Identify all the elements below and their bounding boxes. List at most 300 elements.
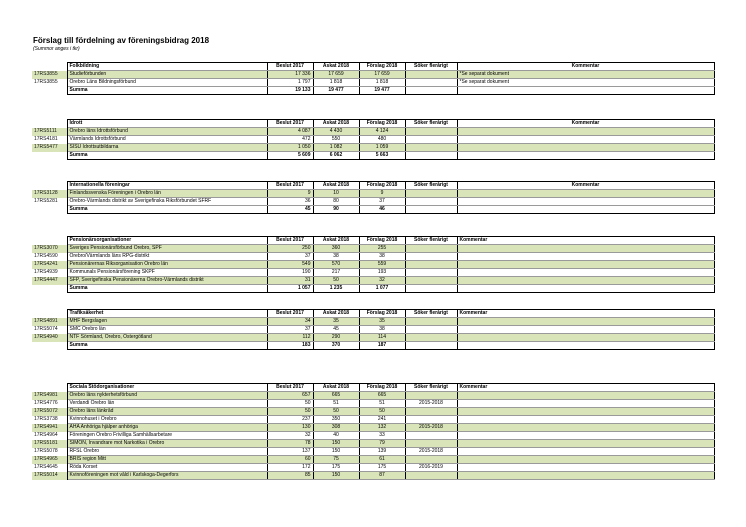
summa-soker <box>405 206 457 214</box>
summa-forslag: 46 <box>359 206 405 214</box>
row-kommentar <box>457 408 714 416</box>
row-soker <box>405 440 457 448</box>
col-header-kommentar: Kommentar <box>457 120 714 128</box>
col-header-askat: Äskat 2018 <box>313 182 359 190</box>
row-code: 17RS4941 <box>32 424 67 432</box>
header-blank-cell <box>32 63 67 71</box>
row-code: 17RS4891 <box>32 318 67 326</box>
row-beslut: 657 <box>267 392 313 400</box>
row-code: 17RS5078 <box>32 448 67 456</box>
row-askat: 4 430 <box>313 128 359 136</box>
col-header-forslag: Förslag 2018 <box>359 182 405 190</box>
row-beslut: 36 <box>267 198 313 206</box>
row-name: NTF Sörmland, Örebro, Östergötland <box>67 334 267 342</box>
row-forslag: 17 659 <box>359 71 405 79</box>
row-soker <box>405 432 457 440</box>
table-row <box>32 440 714 448</box>
row-name: Kvinnohuset i Örebro <box>67 416 267 424</box>
row-beslut: 1 797 <box>267 79 313 87</box>
summa-askat: 370 <box>313 342 359 350</box>
table-row <box>32 245 714 253</box>
row-soker <box>405 144 457 152</box>
section-header-row <box>32 120 714 128</box>
table-row <box>32 400 714 408</box>
summa-label: Summa <box>67 206 267 214</box>
summa-blank-cell <box>32 87 67 95</box>
summa-blank-cell <box>32 342 67 350</box>
row-name: Kvinnoföreningen mot våld i Karlskoga-Degerfors <box>67 472 267 480</box>
col-header-soker: Söker flerårigt <box>405 310 457 318</box>
header-blank-cell <box>32 182 67 190</box>
row-askat: 665 <box>313 392 359 400</box>
row-beslut: 50 <box>267 408 313 416</box>
row-soker <box>405 128 457 136</box>
row-soker: 2015-2018 <box>405 400 457 408</box>
header-blank-cell <box>32 120 67 128</box>
row-kommentar <box>457 416 714 424</box>
row-beslut: 31 <box>267 277 313 285</box>
row-code: 17RS5074 <box>32 326 67 334</box>
row-kommentar <box>457 136 714 144</box>
row-forslag: 1 818 <box>359 79 405 87</box>
row-code: 17RS4981 <box>32 392 67 400</box>
row-name: Örebro Läns Bildningsförbund <box>67 79 267 87</box>
row-soker <box>405 261 457 269</box>
row-beslut: 4 087 <box>267 128 313 136</box>
row-forslag: 35 <box>359 318 405 326</box>
table-row <box>32 472 714 480</box>
summa-row <box>32 285 714 293</box>
row-kommentar <box>457 269 714 277</box>
row-name: SIMON, Invandrare mot Narkotika i Örebro <box>67 440 267 448</box>
summa-beslut: 1 057 <box>267 285 313 293</box>
section-header-row <box>32 63 714 71</box>
col-header-askat: Äskat 2018 <box>313 120 359 128</box>
row-name: Studieförbunden <box>67 71 267 79</box>
row-askat: 175 <box>313 464 359 472</box>
row-kommentar <box>457 456 714 464</box>
row-name: Föreningen Örebro Frivilliga Samhällsarbetare <box>67 432 267 440</box>
row-forslag: 79 <box>359 440 405 448</box>
row-forslag: 51 <box>359 400 405 408</box>
summa-kommentar <box>457 87 714 95</box>
row-forslag: 665 <box>359 392 405 400</box>
row-beslut: 172 <box>267 464 313 472</box>
section-title: Idrott <box>67 120 267 128</box>
col-header-askat: Äskat 2018 <box>313 310 359 318</box>
summa-askat: 90 <box>313 206 359 214</box>
section-header-row <box>32 310 714 318</box>
row-kommentar <box>457 448 714 456</box>
col-header-soker: Söker flerårigt <box>405 237 457 245</box>
summa-row <box>32 206 714 214</box>
col-header-soker: Söker flerårigt <box>405 384 457 392</box>
col-header-forslag: Förslag 2018 <box>359 237 405 245</box>
row-beslut: 9 <box>267 190 313 198</box>
row-kommentar: *Se separat dokument <box>457 71 714 79</box>
row-soker <box>405 277 457 285</box>
row-beslut: 37 <box>267 326 313 334</box>
table-row <box>32 432 714 440</box>
row-soker <box>405 245 457 253</box>
row-code: 17RS4447 <box>32 277 67 285</box>
row-askat: 360 <box>313 245 359 253</box>
section-table <box>32 383 715 480</box>
row-soker <box>405 408 457 416</box>
row-forslag: 61 <box>359 456 405 464</box>
section-table <box>32 119 715 160</box>
row-code: 17RS4181 <box>32 136 67 144</box>
col-header-kommentar: Kommentar <box>457 182 714 190</box>
row-forslag: 9 <box>359 190 405 198</box>
table-row <box>32 253 714 261</box>
summa-kommentar <box>457 342 714 350</box>
table-row <box>32 277 714 285</box>
row-askat: 217 <box>313 269 359 277</box>
row-code: 17RS5477 <box>32 144 67 152</box>
row-name: Röda Korset <box>67 464 267 472</box>
col-header-askat: Äskat 2018 <box>313 237 359 245</box>
summa-askat: 1 235 <box>313 285 359 293</box>
col-header-beslut: Beslut 2017 <box>267 237 313 245</box>
row-code: 17RS5181 <box>32 440 67 448</box>
summa-beslut: 183 <box>267 342 313 350</box>
row-forslag: 38 <box>359 326 405 334</box>
summa-label: Summa <box>67 342 267 350</box>
section-table <box>32 309 715 350</box>
row-soker <box>405 198 457 206</box>
row-soker <box>405 334 457 342</box>
summa-label: Summa <box>67 152 267 160</box>
row-soker <box>405 318 457 326</box>
col-header-soker: Söker flerårigt <box>405 182 457 190</box>
summa-askat: 19 477 <box>313 87 359 95</box>
col-header-soker: Söker flerårigt <box>405 63 457 71</box>
row-askat: 350 <box>313 416 359 424</box>
row-code: 17RS4776 <box>32 400 67 408</box>
row-code: 17RS5072 <box>32 408 67 416</box>
summa-row <box>32 87 714 95</box>
row-forslag: 193 <box>359 269 405 277</box>
table-row <box>32 261 714 269</box>
row-code: 17RS4940 <box>32 334 67 342</box>
row-askat: 150 <box>313 448 359 456</box>
row-forslag: 241 <box>359 416 405 424</box>
row-name: Örebro läns Idrottsförbund <box>67 128 267 136</box>
row-soker <box>405 136 457 144</box>
row-beslut: 17 336 <box>267 71 313 79</box>
section-header-row <box>32 384 714 392</box>
row-beslut: 112 <box>267 334 313 342</box>
row-name: Örebro/Värmlands läns RPG-distrikt <box>67 253 267 261</box>
row-askat: 80 <box>313 198 359 206</box>
row-beslut: 137 <box>267 448 313 456</box>
row-beslut: 130 <box>267 424 313 432</box>
row-soker <box>405 190 457 198</box>
section-title: Sociala Stödorganisationer <box>67 384 267 392</box>
row-forslag: 37 <box>359 198 405 206</box>
summa-forslag: 5 663 <box>359 152 405 160</box>
table-row <box>32 136 714 144</box>
row-code: 17RS4939 <box>32 269 67 277</box>
row-beslut: 34 <box>267 318 313 326</box>
row-askat: 17 659 <box>313 71 359 79</box>
row-name: Pensionärernas Riksorganisation Örebro län <box>67 261 267 269</box>
row-beslut: 37 <box>267 253 313 261</box>
row-code: 17RS4590 <box>32 253 67 261</box>
table-row <box>32 408 714 416</box>
col-header-forslag: Förslag 2018 <box>359 63 405 71</box>
row-code: 17RS5111 <box>32 128 67 136</box>
table-row <box>32 456 714 464</box>
table-row <box>32 424 714 432</box>
table-row <box>32 464 714 472</box>
row-code: 17RS3738 <box>32 416 67 424</box>
col-header-beslut: Beslut 2017 <box>267 310 313 318</box>
row-code: 17RS3128 <box>32 190 67 198</box>
summa-soker <box>405 87 457 95</box>
row-name: SFP, Sverigefinska Pensionärerna Örebro-Värmlands distrikt <box>67 277 267 285</box>
row-beslut: 237 <box>267 416 313 424</box>
section-table <box>32 181 715 214</box>
row-code: 17RS4241 <box>32 261 67 269</box>
col-header-forslag: Förslag 2018 <box>359 384 405 392</box>
summa-beslut: 19 133 <box>267 87 313 95</box>
row-forslag: 38 <box>359 253 405 261</box>
summa-label: Summa <box>67 87 267 95</box>
row-kommentar <box>457 440 714 448</box>
section-title: Trafiksäkerhet <box>67 310 267 318</box>
row-askat: 40 <box>313 432 359 440</box>
row-askat: 38 <box>313 253 359 261</box>
row-code: 17RS5014 <box>32 472 67 480</box>
summa-soker <box>405 342 457 350</box>
row-forslag: 32 <box>359 277 405 285</box>
row-beslut: 60 <box>267 456 313 464</box>
row-name: Örebro läns nykterhetsförbund <box>67 392 267 400</box>
col-header-forslag: Förslag 2018 <box>359 120 405 128</box>
row-kommentar <box>457 400 714 408</box>
row-askat: 308 <box>313 424 359 432</box>
row-askat: 1 082 <box>313 144 359 152</box>
row-beslut: 250 <box>267 245 313 253</box>
col-header-beslut: Beslut 2017 <box>267 120 313 128</box>
table-row <box>32 128 714 136</box>
row-forslag: 175 <box>359 464 405 472</box>
row-soker <box>405 326 457 334</box>
row-askat: 290 <box>313 334 359 342</box>
summa-row <box>32 342 714 350</box>
row-kommentar: *Se separat dokument <box>457 79 714 87</box>
summa-soker <box>405 152 457 160</box>
row-name: BRIS region Mitt <box>67 456 267 464</box>
row-soker <box>405 269 457 277</box>
row-forslag: 1 059 <box>359 144 405 152</box>
summa-forslag: 187 <box>359 342 405 350</box>
row-kommentar <box>457 326 714 334</box>
row-code: 17RS3855 <box>32 71 67 79</box>
summa-soker <box>405 285 457 293</box>
row-kommentar <box>457 144 714 152</box>
row-name: Örebro läns länkråd <box>67 408 267 416</box>
col-header-kommentar: Kommentar <box>457 310 714 318</box>
row-name: Örebro-Värmlands distrikt av Sverigefinska Riksförbundet SFRF <box>67 198 267 206</box>
row-soker <box>405 456 457 464</box>
table-row <box>32 71 714 79</box>
row-kommentar <box>457 432 714 440</box>
table-row <box>32 416 714 424</box>
row-code: 17RS3855 <box>32 79 67 87</box>
row-soker <box>405 253 457 261</box>
row-kommentar <box>457 198 714 206</box>
summa-blank-cell <box>32 206 67 214</box>
row-kommentar <box>457 392 714 400</box>
summa-forslag: 19 477 <box>359 87 405 95</box>
row-askat: 150 <box>313 440 359 448</box>
row-code: 17RS4964 <box>32 432 67 440</box>
row-kommentar <box>457 277 714 285</box>
row-beslut: 50 <box>267 400 313 408</box>
table-row <box>32 144 714 152</box>
row-beslut: 32 <box>267 432 313 440</box>
summa-blank-cell <box>32 152 67 160</box>
row-soker <box>405 472 457 480</box>
row-askat: 10 <box>313 190 359 198</box>
section-header-row <box>32 182 714 190</box>
summa-kommentar <box>457 152 714 160</box>
row-soker: 2015-2018 <box>405 448 457 456</box>
row-askat: 35 <box>313 318 359 326</box>
col-header-forslag: Förslag 2018 <box>359 310 405 318</box>
summa-label: Summa <box>67 285 267 293</box>
row-beslut: 472 <box>267 136 313 144</box>
col-header-beslut: Beslut 2017 <box>267 63 313 71</box>
row-code: 17RS3070 <box>32 245 67 253</box>
col-header-kommentar: Kommentar <box>457 63 714 71</box>
row-kommentar <box>457 128 714 136</box>
col-header-kommentar: Kommentar <box>457 384 714 392</box>
row-soker: 2016-2019 <box>405 464 457 472</box>
row-kommentar <box>457 253 714 261</box>
row-forslag: 480 <box>359 136 405 144</box>
row-kommentar <box>457 261 714 269</box>
row-forslag: 33 <box>359 432 405 440</box>
table-row <box>32 79 714 87</box>
row-forslag: 4 124 <box>359 128 405 136</box>
summa-beslut: 45 <box>267 206 313 214</box>
row-beslut: 1 050 <box>267 144 313 152</box>
header-blank-cell <box>32 384 67 392</box>
header-blank-cell <box>32 310 67 318</box>
header-blank-cell <box>32 237 67 245</box>
summa-kommentar <box>457 206 714 214</box>
row-askat: 1 818 <box>313 79 359 87</box>
col-header-kommentar: Kommentar <box>457 237 714 245</box>
row-askat: 550 <box>313 136 359 144</box>
row-soker <box>405 392 457 400</box>
row-beslut: 85 <box>267 472 313 480</box>
row-kommentar <box>457 318 714 326</box>
row-code: 17RS4965 <box>32 456 67 464</box>
row-forslag: 114 <box>359 334 405 342</box>
row-kommentar <box>457 245 714 253</box>
row-name: MHF Bergslagen <box>67 318 267 326</box>
row-forslag: 255 <box>359 245 405 253</box>
row-askat: 50 <box>313 408 359 416</box>
summa-forslag: 1 077 <box>359 285 405 293</box>
section-title: Folkbildning <box>67 63 267 71</box>
row-forslag: 139 <box>359 448 405 456</box>
page-title: Förslag till fördelning av föreningsbidrag 2018 <box>33 36 210 45</box>
row-kommentar <box>457 190 714 198</box>
summa-blank-cell <box>32 285 67 293</box>
row-askat: 51 <box>313 400 359 408</box>
row-name: Kommunals Pensionärsförening SKPF <box>67 269 267 277</box>
row-forslag: 50 <box>359 408 405 416</box>
row-name: Värmlands Idrottsförbund <box>67 136 267 144</box>
row-name: RFSL Örebro <box>67 448 267 456</box>
summa-kommentar <box>457 285 714 293</box>
summa-askat: 6 062 <box>313 152 359 160</box>
summa-row <box>32 152 714 160</box>
row-kommentar <box>457 334 714 342</box>
row-soker <box>405 71 457 79</box>
col-header-askat: Äskat 2018 <box>313 384 359 392</box>
table-row <box>32 392 714 400</box>
col-header-askat: Äskat 2018 <box>313 63 359 71</box>
col-header-soker: Söker flerårigt <box>405 120 457 128</box>
section-title: Internationella föreningar <box>67 182 267 190</box>
row-kommentar <box>457 464 714 472</box>
section-table <box>32 62 715 95</box>
row-kommentar <box>457 424 714 432</box>
col-header-beslut: Beslut 2017 <box>267 182 313 190</box>
col-header-beslut: Beslut 2017 <box>267 384 313 392</box>
row-forslag: 87 <box>359 472 405 480</box>
row-code: 17RS5281 <box>32 198 67 206</box>
row-askat: 50 <box>313 277 359 285</box>
row-soker: 2015-2018 <box>405 424 457 432</box>
table-row <box>32 318 714 326</box>
page-subtitle: (Summor anges i tkr) <box>33 46 80 52</box>
section-header-row <box>32 237 714 245</box>
section-table <box>32 236 715 293</box>
row-beslut: 78 <box>267 440 313 448</box>
row-name: SISU Idrottsutbildarna <box>67 144 267 152</box>
row-beslut: 190 <box>267 269 313 277</box>
row-name: Verdandi Örebro län <box>67 400 267 408</box>
summa-beslut: 5 609 <box>267 152 313 160</box>
table-row <box>32 190 714 198</box>
table-row <box>32 334 714 342</box>
row-askat: 75 <box>313 456 359 464</box>
row-soker <box>405 79 457 87</box>
table-row <box>32 198 714 206</box>
row-forslag: 559 <box>359 261 405 269</box>
row-name: SMC Örebro län <box>67 326 267 334</box>
row-askat: 570 <box>313 261 359 269</box>
table-row <box>32 326 714 334</box>
row-askat: 45 <box>313 326 359 334</box>
row-name: AHA Anhöriga hjälper anhöriga <box>67 424 267 432</box>
row-kommentar <box>457 472 714 480</box>
section-title: Pensionärsorganisationer <box>67 237 267 245</box>
row-code: 17RS4645 <box>32 464 67 472</box>
row-forslag: 132 <box>359 424 405 432</box>
row-name: Finlandssvenska Föreningen i Örebro län <box>67 190 267 198</box>
row-beslut: 549 <box>267 261 313 269</box>
row-name: Sveriges Pensionärsförbund Örebro, SPF <box>67 245 267 253</box>
